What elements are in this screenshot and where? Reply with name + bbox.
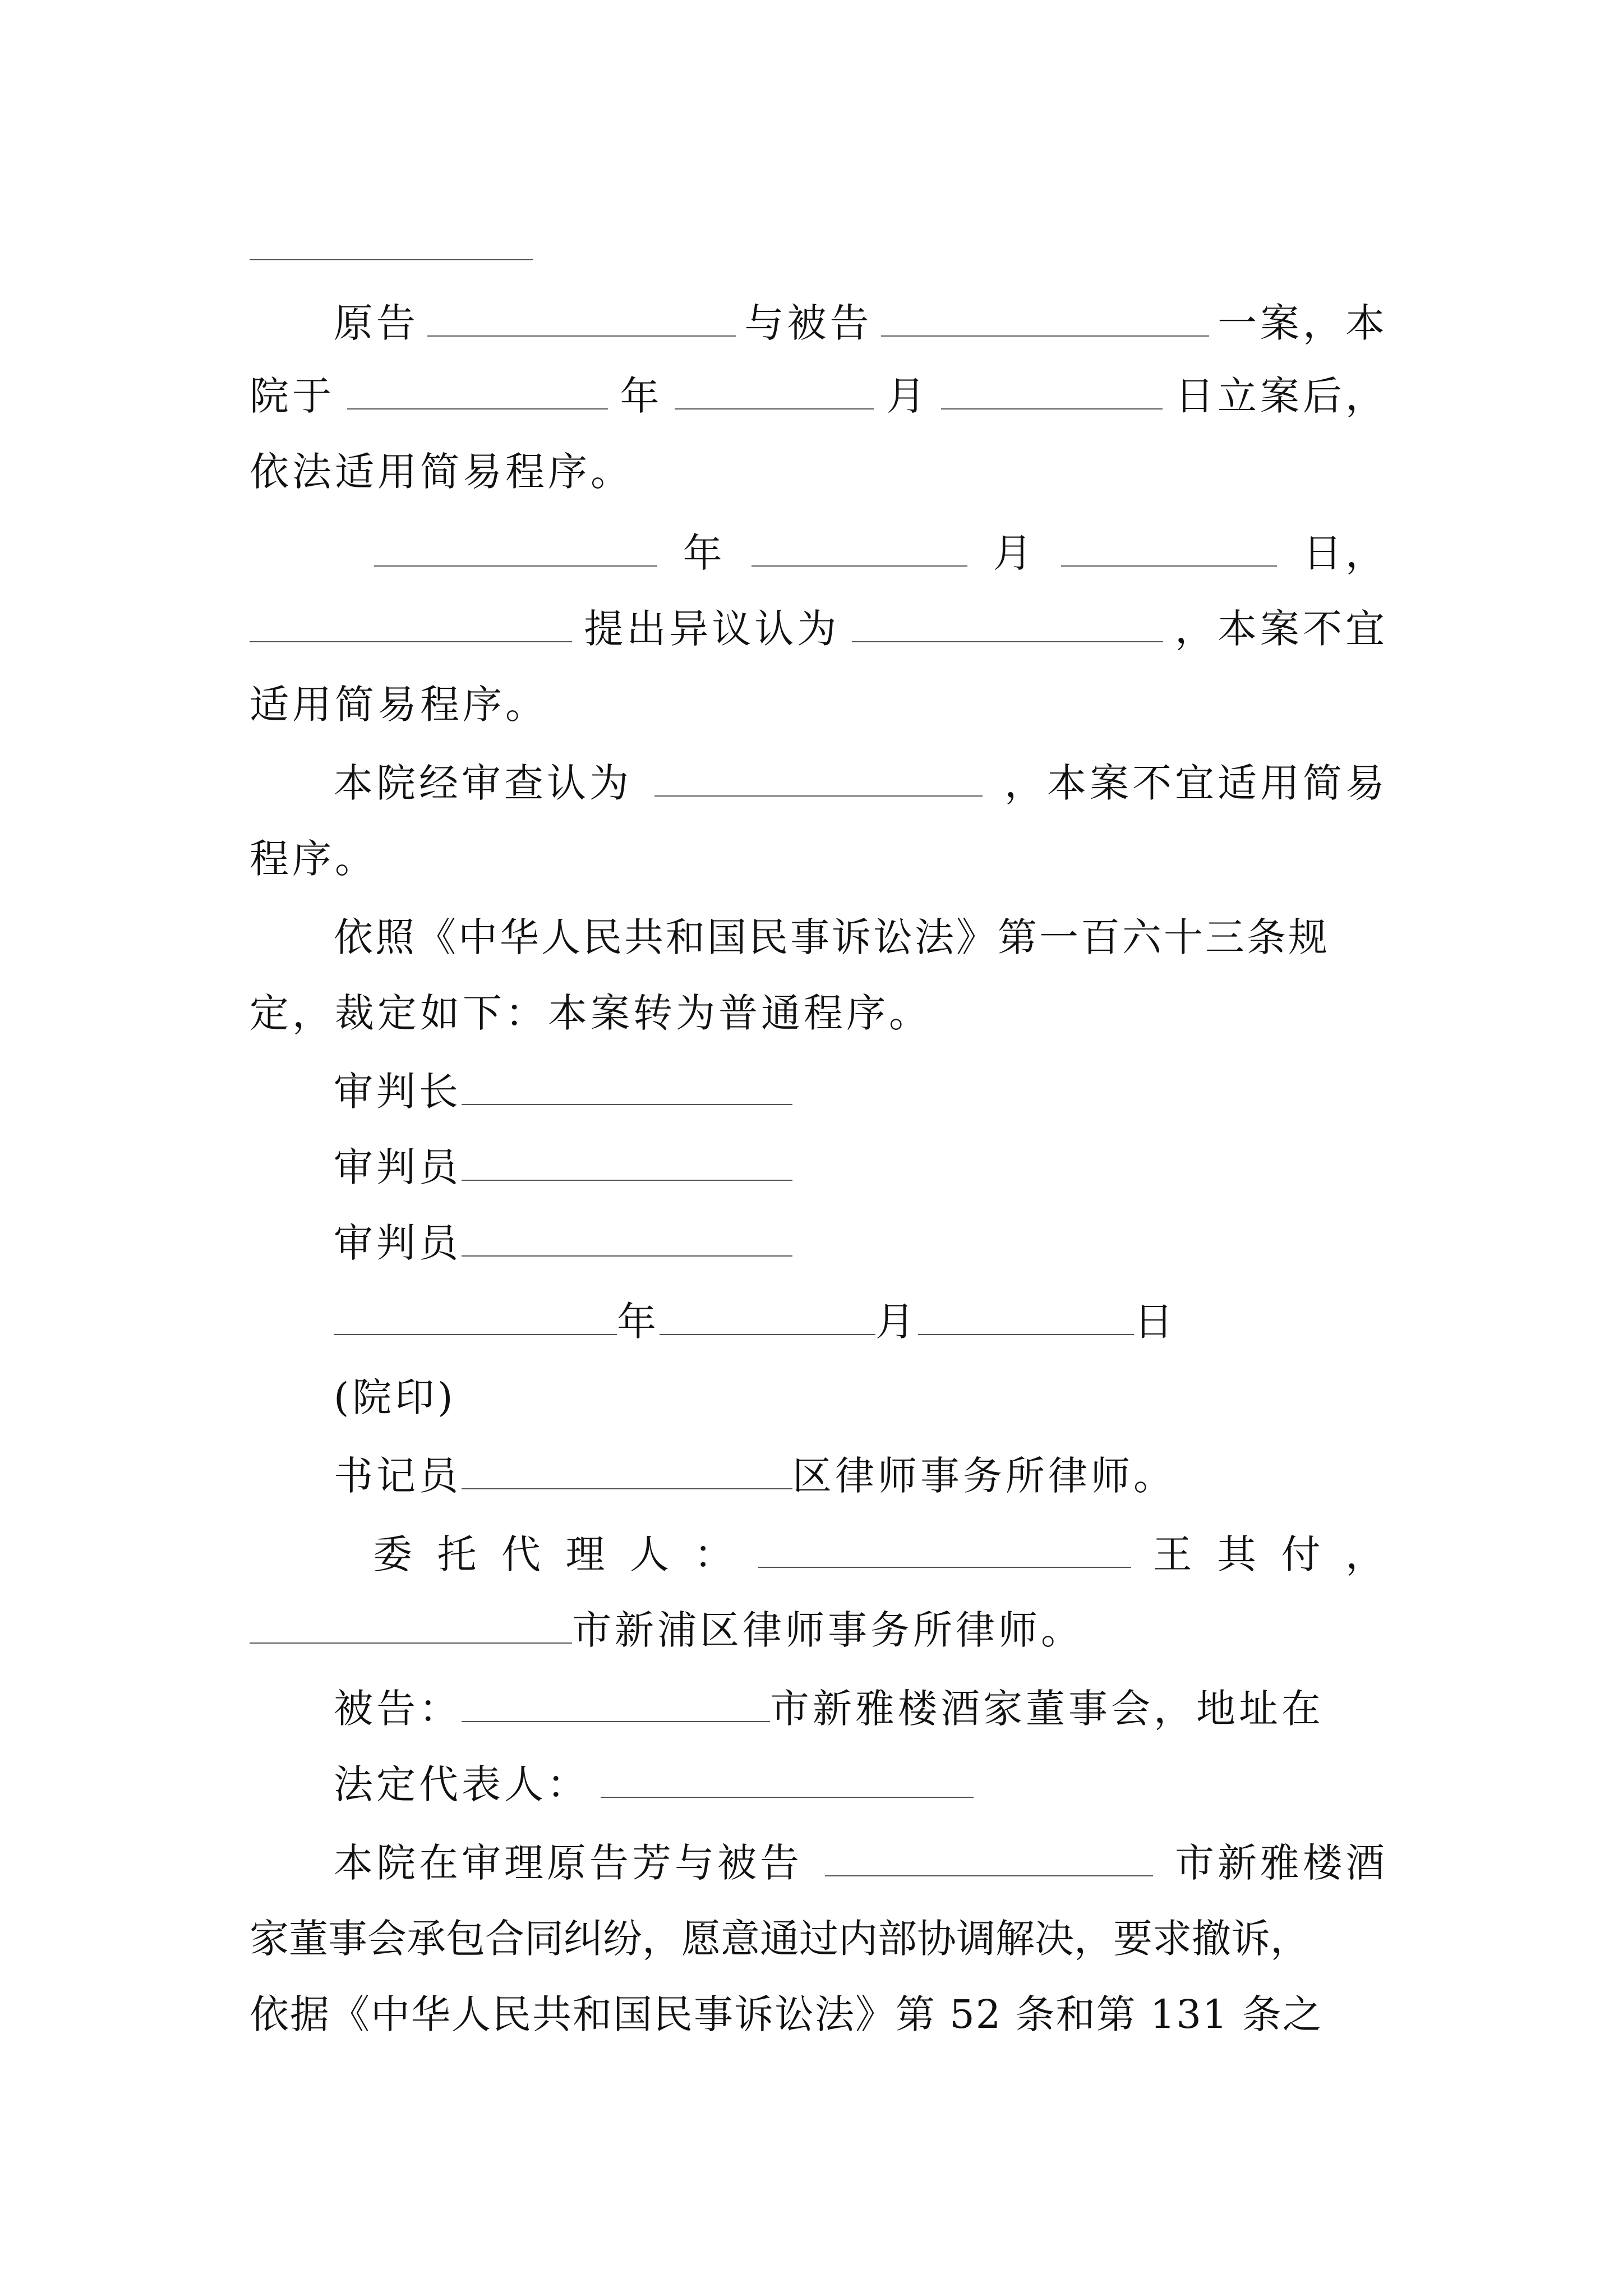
ruling-month-blank <box>660 1290 875 1335</box>
legal-rep-blank <box>601 1753 974 1798</box>
agent-name-char-2: 其 <box>1217 1531 1260 1577</box>
clerk-label: 书记员 <box>334 1453 462 1499</box>
paragraph-5-line-1 <box>250 1832 1388 1894</box>
defendant-label: 被告： <box>334 1686 462 1732</box>
agent-char-3: 代 <box>501 1531 544 1577</box>
judge-2-label: 审判员 <box>334 1220 462 1266</box>
p5-line-2: 家董事会承包合同纠纷，愿意通过内部协调解决，要求撤诉， <box>250 1916 1310 1962</box>
not-suitable-text: ，本案不宜 <box>1174 606 1388 652</box>
court-on: 院于 <box>250 373 335 419</box>
month-label: 月 <box>886 373 929 419</box>
agent-char-5: 人 <box>630 1531 672 1577</box>
objection-reason-blank <box>852 597 1163 642</box>
objection-year-blank <box>374 522 657 567</box>
objection-year-label: 年 <box>683 530 726 576</box>
agent-line-1 <box>373 1523 1388 1586</box>
agent-char-2: 托 <box>437 1531 480 1577</box>
legal-rep-label: 法定代表人： <box>334 1761 589 1807</box>
review-reason-blank <box>654 752 983 797</box>
agent-firm-text: 市新浦区律师事务所律师。 <box>572 1607 1083 1653</box>
judge-2-blank <box>462 1212 792 1257</box>
judge-2-line <box>334 1212 1175 1274</box>
paragraph-3-line-2 <box>250 827 1388 890</box>
paragraph-5-line-2 <box>250 1907 1388 1970</box>
simple-procedure-text: 依法适用简易程序。 <box>250 449 633 495</box>
chief-judge-blank <box>462 1060 792 1105</box>
p5-city-blank <box>825 1832 1153 1876</box>
not-suitable-text-2: ，本案不宜适用简易 <box>1004 760 1388 806</box>
court-seal-text: (院印) <box>334 1374 457 1420</box>
ruling-day-label: 日 <box>1134 1299 1177 1345</box>
clerk-suffix: 区律师事务所律师。 <box>792 1453 1176 1499</box>
agent-char-6: ： <box>694 1531 737 1577</box>
day-blank <box>941 365 1163 409</box>
court-seal-line <box>334 1366 1175 1429</box>
paragraph-1-line-3 <box>250 440 1388 503</box>
agent-char-1: 委 <box>373 1531 416 1577</box>
objection-text: 提出异议认为 <box>584 606 840 652</box>
day-filed-text: 日立案后， <box>1174 373 1388 419</box>
plaintiff-blank <box>427 292 736 337</box>
clerk-line <box>334 1444 1388 1507</box>
month-blank <box>675 365 874 409</box>
year-label: 年 <box>620 373 663 419</box>
agent-line-2 <box>250 1599 1388 1662</box>
paragraph-4-line-2 <box>250 982 1388 1045</box>
header-rule <box>250 259 533 260</box>
defendant-line <box>334 1677 1388 1740</box>
plaintiff-label: 原告 <box>334 300 419 346</box>
procedure-text: 程序。 <box>250 836 377 882</box>
paragraph-1-line-1 <box>250 292 1388 355</box>
chief-judge-label: 审判长 <box>334 1069 462 1115</box>
legal-basis-text: 依照《中华人民共和国民事诉讼法》第一百六十三条规 <box>334 914 1330 960</box>
with-defendant: 与被告 <box>744 300 873 346</box>
judge-1-line <box>334 1136 1175 1199</box>
legal-rep-line <box>334 1753 1388 1816</box>
judge-1-label: 审判员 <box>334 1144 462 1190</box>
chief-judge-line <box>334 1060 1175 1123</box>
p5-name: 市新雅楼酒 <box>1175 1840 1388 1886</box>
agent-name-char-1: 王 <box>1152 1531 1196 1577</box>
agent-firm-blank <box>250 1599 572 1644</box>
objection-month-label: 月 <box>993 530 1036 576</box>
judge-1-blank <box>462 1136 792 1181</box>
simple-procedure-text-2: 适用简易程序。 <box>250 682 548 728</box>
objector-blank <box>250 597 572 642</box>
paragraph-3-line-1 <box>250 752 1388 815</box>
agent-blank <box>758 1523 1131 1568</box>
agent-name-char-3: 付 <box>1281 1531 1324 1577</box>
objection-day-label: 日， <box>1302 530 1388 576</box>
defendant-name: 市新雅楼酒家董事会，地址在 <box>770 1686 1324 1732</box>
paragraph-2-line-2 <box>250 597 1388 660</box>
defendant-city-blank <box>462 1677 770 1722</box>
paragraph-2-line-1 <box>250 522 1388 585</box>
ruling-month-label: 月 <box>875 1299 918 1345</box>
year-blank <box>347 365 608 409</box>
clerk-blank <box>462 1444 792 1489</box>
ruling-year-label: 年 <box>617 1299 660 1345</box>
ruling-day-blank <box>918 1290 1134 1335</box>
paragraph-1-line-2 <box>250 365 1388 427</box>
agent-name-char-4: ， <box>1345 1531 1388 1577</box>
ruling-date-line <box>334 1290 1231 1353</box>
review-text: 本院经审查认为 <box>334 760 632 806</box>
one-case-text: 一案，本 <box>1218 300 1388 346</box>
paragraph-4-line-1 <box>250 906 1388 969</box>
ruling-text: 定，裁定如下：本案转为普通程序。 <box>250 990 932 1036</box>
paragraph-2-line-3 <box>250 673 1388 736</box>
objection-month-blank <box>751 522 967 567</box>
agent-char-4: 理 <box>565 1531 608 1577</box>
defendant-blank <box>881 292 1209 337</box>
p5-line-3: 依据《中华人民共和国民事诉讼法》第 52 条和第 131 条之 <box>250 1991 1323 2037</box>
ruling-year-blank <box>334 1290 617 1335</box>
objection-day-blank <box>1061 522 1277 567</box>
paragraph-5-line-3 <box>250 1983 1388 2046</box>
p5-intro: 本院在审理原告芳与被告 <box>334 1840 803 1886</box>
